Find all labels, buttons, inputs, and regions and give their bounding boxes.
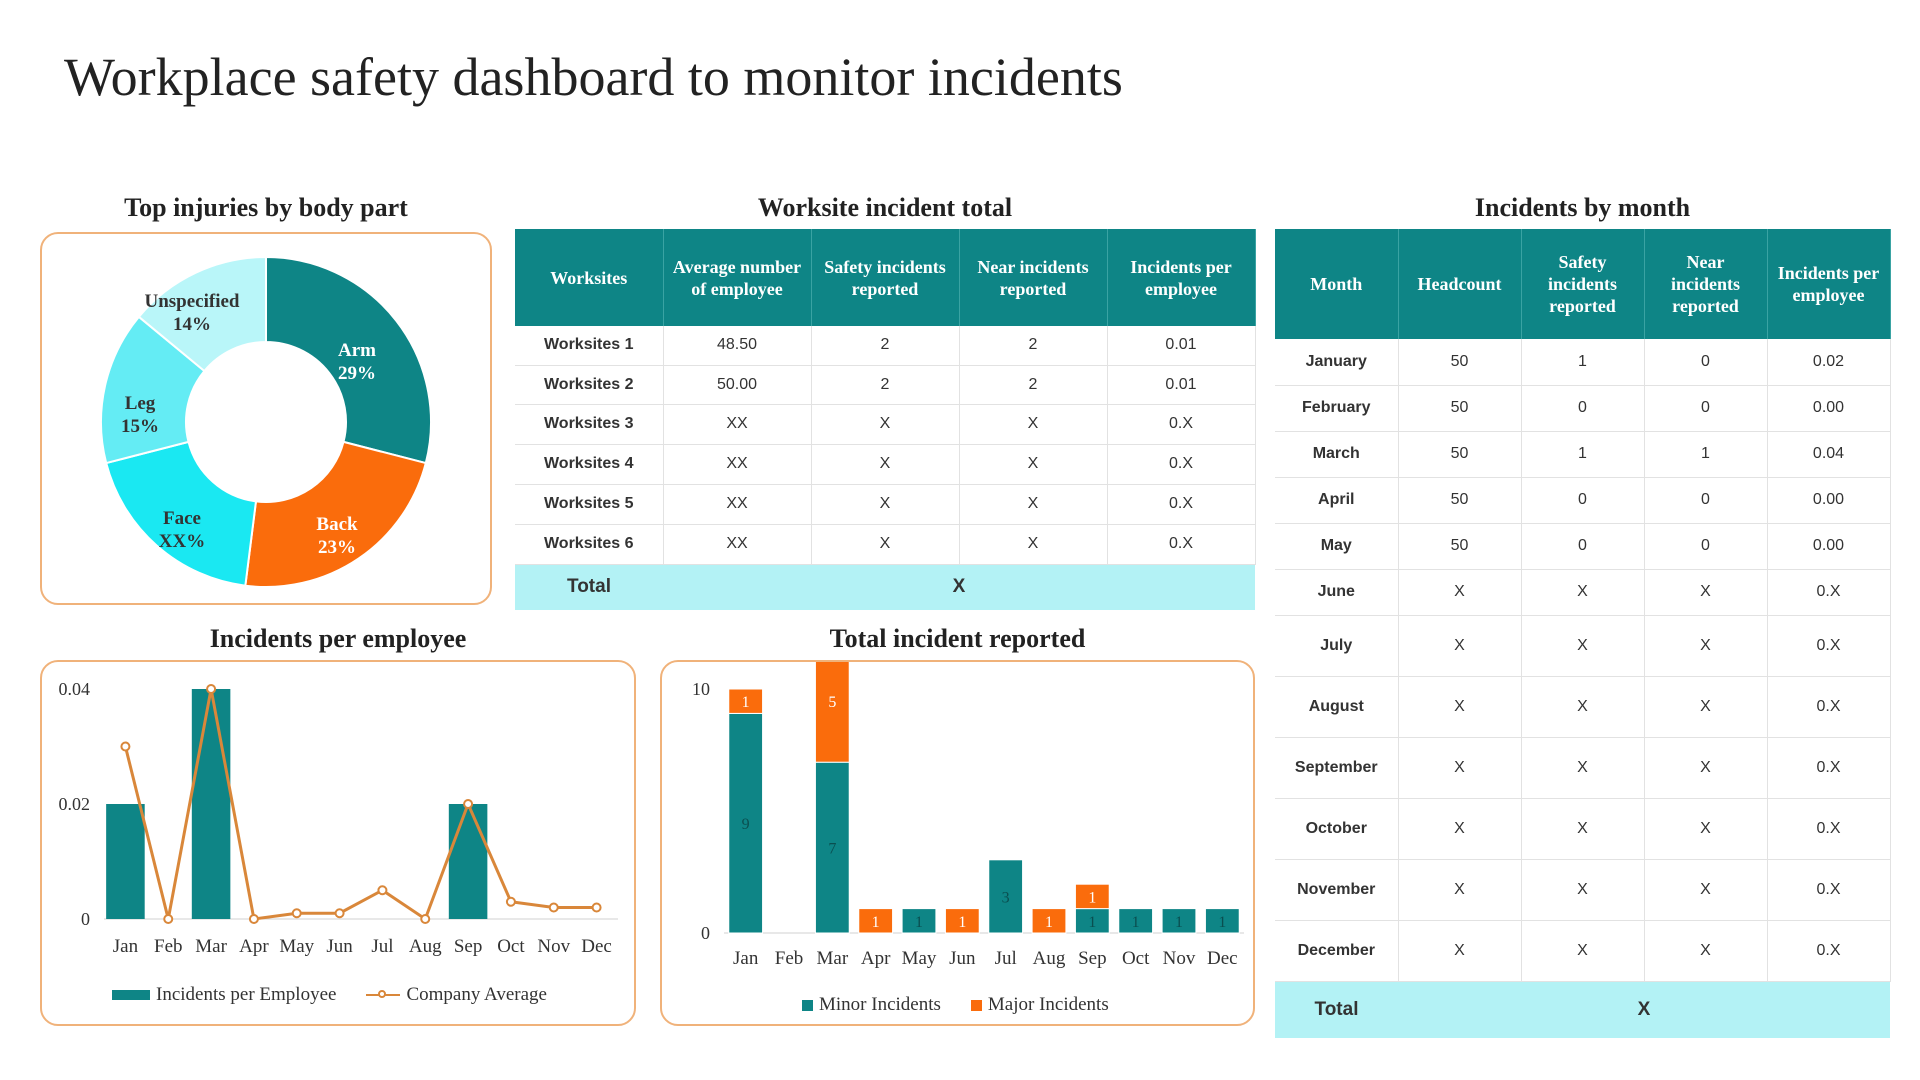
table-cell: 0 [1644,339,1767,385]
table-cell: 0.X [1767,676,1890,737]
table-cell: 0.02 [1767,339,1890,385]
bar-incidents-per-employee [449,804,488,919]
y-tick-label: 0 [701,923,710,943]
per-employee-panel [40,660,636,1026]
ws-header: Incidents per employee [1107,229,1255,326]
line-point [378,886,386,894]
table-cell: 2 [959,326,1107,365]
legend-label-major: Major Incidents [987,994,1109,1015]
donut-label: Leg [124,393,156,414]
month-title: Incidents by month [1474,193,1691,222]
legend-swatch-major [971,1000,982,1011]
x-tick-label: Feb [774,948,804,969]
line-point [464,800,472,808]
table-cell: X [1398,615,1521,676]
table-cell: October [1275,798,1398,859]
injuries-panel [40,232,492,605]
table-row [515,524,1255,564]
table-cell: X [1521,920,1644,981]
table-cell: X [1644,569,1767,615]
table-cell: Worksites 1 [515,326,663,365]
total-row [1275,981,1890,1038]
table-cell: August [1275,676,1398,737]
table-cell: X [811,444,959,484]
table-row [1275,339,1890,385]
table-cell: 2 [811,326,959,365]
bar-data-label: 1 [1218,913,1227,931]
table-row [515,404,1255,444]
mo-header: Safety incidents reported [1521,229,1644,339]
table-cell: 0.00 [1767,523,1890,569]
table-cell: X [1521,859,1644,920]
table-cell: X [811,524,959,564]
x-tick-label: Sep [1078,948,1107,969]
table-cell: X [1521,676,1644,737]
injuries-donut-chart [42,234,490,603]
table-cell: 0 [1644,385,1767,431]
table-cell: 0.X [1107,404,1255,444]
x-tick-label: Apr [239,936,269,957]
legend-swatch-incidents-per-employee [112,990,150,1000]
x-tick-label: Sep [453,936,483,957]
total-row [515,564,1255,610]
per-employee-title: Incidents per employee [209,624,467,653]
table-cell: 0.X [1767,920,1890,981]
x-tick-label: Jan [733,948,759,969]
table-cell: X [1398,569,1521,615]
table-row [1275,798,1890,859]
table-cell: X [811,404,959,444]
table-cell: Worksites 5 [515,484,663,524]
total-label: Total [1275,981,1398,1038]
bar-data-label: 1 [741,694,750,712]
table-cell: 0.X [1767,798,1890,859]
legend-swatch-minor [802,1000,813,1011]
mo-header: Month [1275,229,1398,339]
donut-label: Back [316,514,358,535]
bar-data-label: 1 [1088,889,1097,907]
donut-value: 15% [121,416,159,437]
table-row [1275,737,1890,798]
bar-data-label: 1 [915,913,923,931]
table-cell: 50.00 [663,365,811,404]
total-incident-chart [662,662,1253,1024]
table-row [1275,523,1890,569]
x-tick-label: Apr [860,948,891,969]
x-tick-label: Aug [1032,948,1066,969]
table-row [1275,569,1890,615]
table-cell: X [1398,859,1521,920]
table-row [1275,920,1890,981]
donut-label: Face [163,508,201,529]
table-cell: X [959,404,1107,444]
line-point [507,898,515,906]
table-cell: 0.X [1767,615,1890,676]
table-cell: 0 [1644,523,1767,569]
table-cell: June [1275,569,1398,615]
table-cell: XX [663,484,811,524]
table-row [1275,431,1890,477]
x-tick-label: Jul [994,948,1017,969]
table-row [1275,385,1890,431]
legend-swatch-company-average [366,989,400,1001]
line-point [293,909,301,917]
table-row [515,365,1255,404]
table-cell: 0.01 [1107,365,1255,404]
line-point [121,743,129,751]
donut-label: Unspecified [144,291,240,312]
x-tick-label: May [901,948,937,969]
table-cell: Worksites 4 [515,444,663,484]
table-cell: 0.X [1767,737,1890,798]
table-cell: 1 [1644,431,1767,477]
bar-data-label: 5 [828,694,837,712]
table-cell: X [1644,615,1767,676]
table-cell: 0.X [1107,484,1255,524]
table-cell: 0.X [1107,524,1255,564]
bar-data-label: 1 [1131,913,1140,931]
table-cell: 0 [1521,477,1644,523]
injuries-title: Top injuries by body part [124,193,408,222]
table-cell: May [1275,523,1398,569]
table-row [515,484,1255,524]
worksite-table [515,229,1256,610]
table-cell: X [1398,737,1521,798]
table-cell: 2 [959,365,1107,404]
table-row [1275,477,1890,523]
y-tick-label: 0.02 [58,794,90,814]
x-tick-label: Oct [1121,948,1150,969]
table-cell: X [1644,737,1767,798]
table-cell: September [1275,737,1398,798]
table-row [1275,615,1890,676]
table-cell: 50 [1398,385,1521,431]
table-cell: X [1398,920,1521,981]
table-cell: 0.04 [1767,431,1890,477]
table-cell: X [1644,920,1767,981]
table-cell: 1 [1521,339,1644,385]
x-tick-label: Jun [949,948,976,969]
bar-incidents-per-employee [192,689,231,919]
table-cell: X [1521,798,1644,859]
table-cell: X [1398,798,1521,859]
bar-incidents-per-employee [106,804,145,919]
ws-header: Average number of employee [663,229,811,326]
bar-data-label: 3 [1001,889,1010,907]
table-row [1275,859,1890,920]
bar-data-label: 1 [871,913,880,931]
table-cell: X [1644,859,1767,920]
table-cell: 0.X [1107,444,1255,484]
table-cell: X [1521,615,1644,676]
table-cell: 1 [1521,431,1644,477]
x-tick-label: Jan [112,936,139,957]
x-tick-label: Mar [816,948,849,969]
table-cell: X [1521,737,1644,798]
table-cell: 2 [811,365,959,404]
table-cell: X [811,484,959,524]
table-cell: X [959,484,1107,524]
table-cell: 0.01 [1107,326,1255,365]
donut-value: XX% [158,531,206,552]
line-point [593,904,601,912]
table-cell: Worksites 6 [515,524,663,564]
x-tick-label: Jul [371,936,394,957]
table-cell: 0.00 [1767,385,1890,431]
table-cell: July [1275,615,1398,676]
legend-label-incidents-per-employee: Incidents per Employee [156,984,337,1005]
line-point [250,915,258,923]
line-point [164,915,172,923]
table-cell: X [1398,676,1521,737]
table-cell: X [959,444,1107,484]
line-point [207,685,215,693]
table-cell: December [1275,920,1398,981]
mo-header: Headcount [1398,229,1521,339]
table-cell: 50 [1398,477,1521,523]
x-tick-label: Dec [581,936,612,957]
table-row [515,444,1255,484]
worksite-title: Worksite incident total [757,193,1013,222]
legend-label-company-average: Company Average [406,984,547,1005]
table-cell: April [1275,477,1398,523]
table-cell: 0 [1644,477,1767,523]
table-cell: X [1644,798,1767,859]
bar-data-label: 1 [1045,913,1053,931]
line-point [550,904,558,912]
x-tick-label: Feb [154,936,183,957]
ws-header: Near incidents reported [959,229,1107,326]
ws-header: Safety incidents reported [811,229,959,326]
table-cell: XX [663,404,811,444]
table-row [515,326,1255,365]
page-title: Workplace safety dashboard to monitor incidents [64,47,1123,107]
table-cell: February [1275,385,1398,431]
table-cell: 0.X [1767,859,1890,920]
y-tick-label: 0 [81,909,90,929]
x-tick-label: Nov [537,936,571,957]
bar-major-incidents [815,662,849,762]
table-cell: January [1275,339,1398,385]
line-point [336,909,344,917]
tot-legend [802,994,1109,1016]
table-cell: 0 [1521,523,1644,569]
bar-data-label: 7 [828,840,837,858]
bar-data-label: 9 [741,816,750,834]
table-cell: X [959,524,1107,564]
x-tick-label: Aug [408,936,442,957]
line-point [421,915,429,923]
total-reported-title: Total incident reported [829,624,1086,653]
table-cell: XX [663,444,811,484]
mo-header: Incidents per employee [1767,229,1890,339]
y-tick-label: 0.04 [58,679,90,699]
table-cell: XX [663,524,811,564]
bar-data-label: 1 [958,913,967,931]
table-cell: 0.X [1767,569,1890,615]
month-table [1275,229,1891,1038]
x-tick-label: Dec [1207,948,1238,969]
table-cell: 50 [1398,339,1521,385]
x-tick-label: Nov [1162,948,1196,969]
table-cell: 50 [1398,523,1521,569]
donut-label: Arm [338,340,376,361]
table-cell: 50 [1398,431,1521,477]
mo-header: Near incidents reported [1644,229,1767,339]
x-tick-label: Jun [326,936,353,957]
total-reported-panel [660,660,1255,1026]
total-value: X [1398,981,1890,1038]
table-cell: 48.50 [663,326,811,365]
legend-label-minor: Minor Incidents [819,994,941,1015]
table-cell: Worksites 3 [515,404,663,444]
bar-data-label: 1 [1175,913,1183,931]
bar-data-label: 1 [1088,913,1097,931]
x-tick-label: May [279,936,315,957]
x-tick-label: Oct [497,936,525,957]
donut-value: 29% [338,363,376,384]
ws-header: Worksites [515,229,663,326]
x-tick-label: Mar [195,936,227,957]
table-cell: 0 [1521,385,1644,431]
total-value: X [663,564,1255,610]
emp-legend [112,984,547,1006]
table-cell: X [1644,676,1767,737]
table-row [1275,676,1890,737]
table-cell: Worksites 2 [515,365,663,404]
y-tick-label: 10 [692,679,710,699]
table-cell: 0.00 [1767,477,1890,523]
table-cell: March [1275,431,1398,477]
incidents-per-employee-chart [42,662,634,1024]
table-cell: November [1275,859,1398,920]
donut-value: 14% [173,314,211,335]
donut-value: 23% [318,537,356,558]
total-label: Total [515,564,663,610]
table-cell: X [1521,569,1644,615]
